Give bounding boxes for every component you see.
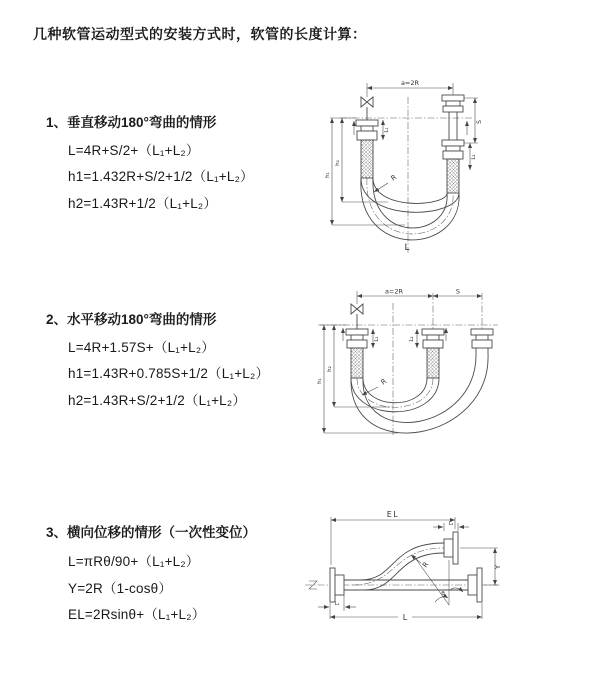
dimension-s	[464, 98, 483, 143]
dimension-l2	[470, 143, 477, 170]
upper-flange-displaced	[444, 532, 458, 564]
dim-label-l: L	[402, 613, 408, 622]
hose-s-curve	[360, 543, 444, 590]
dimension-l2	[409, 329, 417, 348]
braid-section	[361, 140, 373, 178]
right-pipe-fitting-upper	[442, 95, 464, 140]
dim-label-l1: L₁	[334, 601, 340, 607]
left-pipe-fitting	[346, 329, 368, 378]
dim-label-a2r: a=2R	[400, 79, 420, 87]
dim-label-y: Y	[494, 564, 502, 570]
dim-label-el: EL	[386, 510, 400, 519]
radius-label: R	[389, 173, 399, 183]
radius-label: R	[421, 560, 431, 570]
dim-label-l1: L₁	[374, 336, 380, 342]
valve-icon	[361, 97, 373, 120]
dim-label-s: S	[455, 287, 461, 296]
dimension-l1	[383, 120, 390, 140]
section2-formula-length: L=4R+1.57S+（L₁+L₂）	[68, 340, 215, 355]
length-label: L	[404, 243, 410, 253]
dim-label-l1: L₁	[384, 127, 390, 133]
section2-heading: 2、水平移动180°弯曲的情形	[46, 312, 217, 327]
dim-label-l2: L₂	[448, 521, 454, 527]
dim-label-h1: h₁	[317, 378, 323, 384]
dim-label-a2r: a=2R	[384, 287, 404, 296]
dimension-a2r	[367, 79, 453, 97]
braid-section	[447, 159, 459, 193]
left-pipe-fitting	[356, 120, 378, 178]
section2-formula-h2: h2=1.43R+S/2+1/2（L₁+L₂）	[68, 393, 247, 408]
section1-heading: 1、垂直移动180°弯曲的情形	[46, 115, 217, 130]
angle-label: θ	[441, 591, 445, 597]
dimension-a2r	[357, 288, 433, 305]
dimension-l1	[318, 595, 356, 611]
section3-formula-el: EL=2Rsinθ+（L₁+L₂）	[68, 607, 206, 622]
dim-label-h2: h₂	[327, 366, 333, 372]
section3-formula-length: L=πRθ/90+（L₁+L₂）	[68, 554, 200, 569]
section1-formula-h1: h1=1.432R+S/2+1/2（L₁+L₂）	[68, 169, 254, 184]
dim-label-h1: h₁	[325, 172, 331, 178]
braid-section	[351, 348, 363, 378]
dim-label-l2: L₂	[471, 154, 477, 160]
section1-formula-length: L=4R+S/2+（L₁+L₂）	[68, 143, 200, 158]
dimension-l2	[433, 521, 469, 531]
section3-heading: 3、横向位移的情形（一次性变位）	[46, 525, 257, 540]
diagram-lateral-displacement	[300, 505, 600, 635]
right-flange-original	[468, 568, 482, 602]
right-pipe-fitting-moved	[471, 329, 493, 353]
left-flange	[330, 568, 344, 602]
hose-curves	[351, 353, 488, 433]
dimension-s	[433, 288, 482, 297]
dimension-l	[330, 603, 482, 622]
radius-leader	[362, 377, 388, 395]
radius-leader	[374, 173, 398, 192]
dim-label-s: S	[476, 120, 483, 124]
dimension-l1	[373, 329, 380, 348]
hose-curves	[361, 178, 459, 240]
diagram-horizontal-180-bend	[310, 285, 600, 450]
radius-label: R	[379, 377, 389, 387]
page-title: 几种软管运动型式的安装方式时，软管的长度计算：	[33, 26, 367, 42]
dimension-el	[331, 510, 455, 565]
middle-pipe-fitting	[422, 329, 444, 378]
centerlines	[318, 293, 498, 437]
right-pipe-fitting-lower	[442, 140, 464, 193]
dim-label-h2: h₂	[335, 160, 341, 166]
section3-formula-y: Y=2R（1-cosθ）	[68, 581, 173, 596]
dim-label-l2: L₂	[409, 336, 415, 342]
diagram-vertical-180-bend	[310, 75, 600, 260]
section2-formula-h1: h1=1.43R+0.785S+1/2（L₁+L₂）	[68, 366, 270, 381]
section1-formula-h2: h2=1.43R+1/2（L₁+L₂）	[68, 196, 218, 211]
braid-section	[427, 348, 439, 378]
